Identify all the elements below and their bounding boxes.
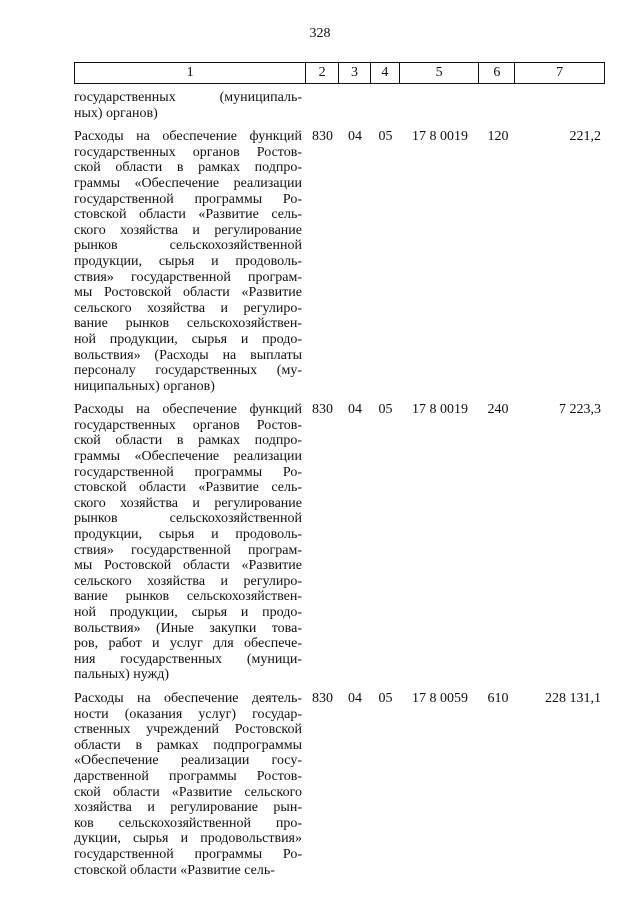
cell-col-6: 120 <box>487 129 509 145</box>
description-line: вольствия» (Иные закупки това- <box>74 620 302 636</box>
description-line: ров, работ и услуг для обеспече- <box>74 636 302 652</box>
description-line: Расходы на обеспечение функций <box>74 129 302 145</box>
description-line: стовской области «Развитие сель- <box>74 480 302 496</box>
description-line: граммы «Обеспечение реализации <box>74 175 302 191</box>
description-line: продукции, сырья и продоволь- <box>74 527 302 543</box>
row-description <box>74 691 306 878</box>
description-line: ственных учреждений Ростовской <box>74 722 302 738</box>
cell-col-6 <box>480 90 516 121</box>
description-line: государственной программы Ро- <box>74 191 302 207</box>
cell-col-7: 7 223,3 <box>559 402 601 418</box>
description-line: государственной программы Ро- <box>74 846 302 862</box>
table-header <box>74 62 605 84</box>
description-line: стовской области «Развитие сель- <box>74 207 302 223</box>
cell-col-6: 240 <box>487 402 509 418</box>
header-col-6: 6 <box>479 63 515 83</box>
header-col-5: 5 <box>400 63 480 83</box>
description-line: ского хозяйства и регулирование <box>74 222 302 238</box>
description-line: государственных органов Ростов- <box>74 417 302 433</box>
description-line: Расходы на обеспечение функций <box>74 402 302 418</box>
row-description <box>74 90 306 121</box>
description-line: граммы «Обеспечение реализации <box>74 449 302 465</box>
description-line: мы Ростовской области «Развитие <box>74 285 302 301</box>
description-line: ности (оказания услуг) государ- <box>74 706 302 722</box>
cell-col-4: 05 <box>378 690 393 706</box>
description-line: ной продукции, сырья и продо- <box>74 331 302 347</box>
cell-col-4: 05 <box>378 129 393 145</box>
description-line: сельского хозяйства и регулиро- <box>74 300 302 316</box>
description-line: персоналу государственных (му- <box>74 363 302 379</box>
cell-col-5: 17 8 0059 <box>412 690 468 706</box>
cell-col-6: 610 <box>487 690 509 706</box>
description-line: мы Ростовской области «Развитие <box>74 558 302 574</box>
header-col-4: 4 <box>371 63 400 83</box>
page-number: 328 <box>309 26 331 41</box>
table-body <box>74 90 605 878</box>
table-row <box>74 402 605 683</box>
description-line: области в рамках подпрограммы <box>74 737 302 753</box>
table-row <box>74 129 605 394</box>
description-line: государственной программы Ро- <box>74 464 302 480</box>
cell-col-7: 228 131,1 <box>545 690 601 706</box>
cell-col-3: 04 <box>348 690 362 706</box>
header-col-3: 3 <box>339 63 371 83</box>
header-col-7: 7 <box>556 65 564 80</box>
cell-col-5: 17 8 0019 <box>412 402 468 418</box>
description-line: ской области «Развитие сельского <box>74 784 302 800</box>
description-line: ков сельскохозяйственной про- <box>74 815 302 831</box>
cell-col-3: 04 <box>348 402 362 418</box>
description-line: рынков сельскохозяйственной <box>74 238 302 254</box>
cell-col-4: 05 <box>378 402 393 418</box>
cell-col-2: 830 <box>312 129 333 145</box>
description-line: хозяйства и регулирование рын- <box>74 800 302 816</box>
cell-col-5 <box>400 90 480 121</box>
description-line: ных) органов) <box>74 105 158 121</box>
cell-col-7: 221,2 <box>569 129 601 145</box>
cell-col-2: 830 <box>312 402 333 418</box>
cell-col-2 <box>306 90 339 121</box>
description-line: государственных органов Ростов- <box>74 144 302 160</box>
description-line: ской области в рамках подпро- <box>74 433 302 449</box>
description-line: вание рынков сельскохозяйствен- <box>74 316 302 332</box>
header-col-1: 1 <box>75 63 306 83</box>
description-line: стовской области «Развитие сель- <box>74 862 275 878</box>
description-line: ского хозяйства и регулирование <box>74 495 302 511</box>
description-line: вольствия» (Расходы на выплаты <box>74 347 302 363</box>
description-line: дарственной программы Ростов- <box>74 768 302 784</box>
description-line: дукции, сырья и продовольствия» <box>74 831 302 847</box>
description-line: ния государственных (муници- <box>74 651 302 667</box>
table-row <box>74 691 605 878</box>
cell-col-7 <box>516 90 605 121</box>
description-line: сельского хозяйства и регулиро- <box>74 573 302 589</box>
description-line: продукции, сырья и продоволь- <box>74 253 302 269</box>
description-line: ниципальных) органов) <box>74 378 215 394</box>
description-line: вание рынков сельскохозяйствен- <box>74 589 302 605</box>
description-line: Расходы на обеспечение деятель- <box>74 690 302 706</box>
description-line: ной продукции, сырья и продо- <box>74 605 302 620</box>
row-description <box>74 402 306 683</box>
description-line: ствия» государственной програм- <box>74 542 302 558</box>
description-line: государственных (муниципаль- <box>74 90 302 105</box>
cell-col-3 <box>339 90 371 121</box>
cell-col-2: 830 <box>312 690 333 706</box>
description-line: ской области в рамках подпро- <box>74 160 302 176</box>
header-col-2: 2 <box>306 63 339 83</box>
cell-col-4 <box>371 90 400 121</box>
table-row <box>74 90 605 121</box>
description-line: пальных) нужд) <box>74 667 170 683</box>
cell-col-5: 17 8 0019 <box>412 129 468 145</box>
description-line: «Обеспечение реализации госу- <box>74 753 302 769</box>
row-description <box>74 129 306 394</box>
description-line: рынков сельскохозяйственной <box>74 511 302 527</box>
cell-col-3: 04 <box>348 129 362 145</box>
description-line: ствия» государственной програм- <box>74 269 302 285</box>
